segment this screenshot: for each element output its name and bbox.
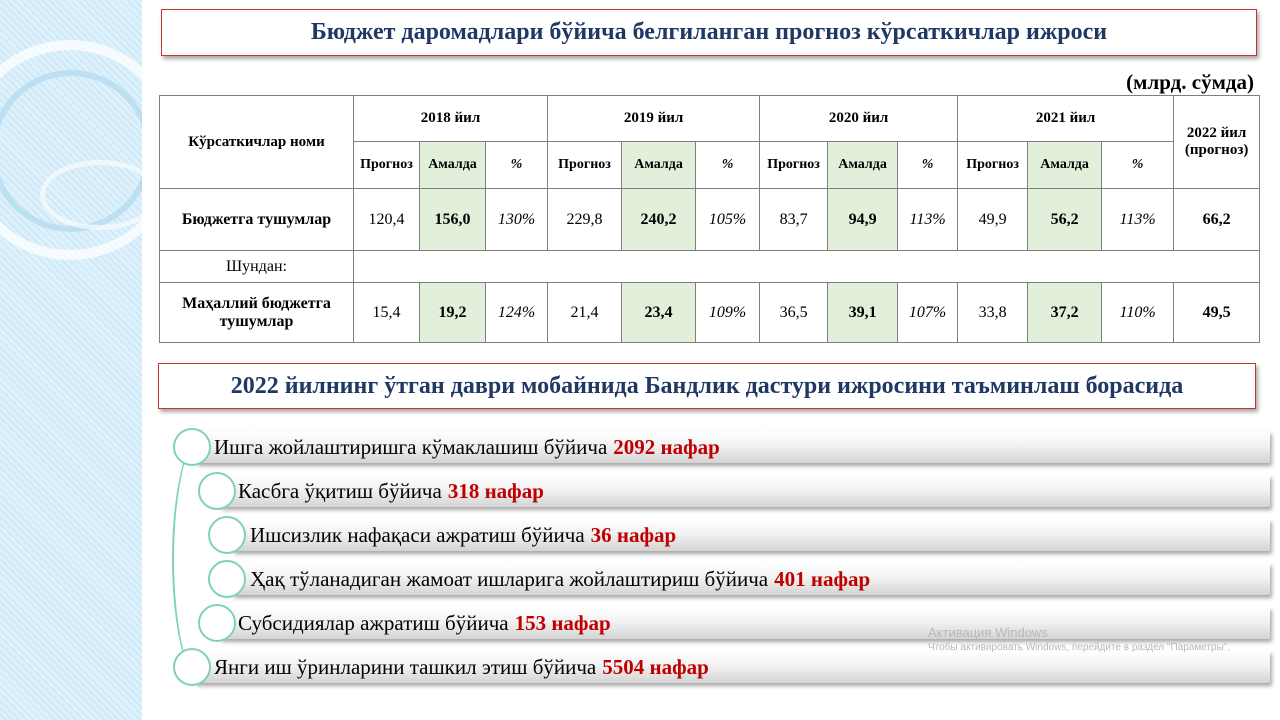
cell-forecast-2022: 66,2 [1174, 189, 1260, 251]
cell-forecast: 36,5 [760, 283, 828, 343]
item-value: 5504 нафар [602, 654, 709, 679]
item-text: Ишсизлик нафақаси ажратиш бўйича [250, 522, 585, 547]
of-which-label: Шундан: [160, 251, 354, 283]
circle-bullet-icon [198, 604, 236, 642]
unit-label: (млрд. сўмда) [1126, 70, 1254, 94]
decorative-side-panel [0, 0, 142, 720]
cell-percent: 105% [696, 189, 760, 251]
circle-bullet-icon [198, 472, 236, 510]
forecast-2022-header: 2022 йил (прогноз) [1174, 96, 1260, 189]
employment-section-title: 2022 йилнинг ўтган даври мобайнида Бандлик дастури ижросини таъминлаш борасида [158, 363, 1256, 409]
cell-actual: 56,2 [1028, 189, 1102, 251]
budget-section-title: Бюджет даромадлари бўйича белгиланган прогноз кўрсаткичлар ижроси [161, 9, 1257, 56]
cell-actual: 240,2 [622, 189, 696, 251]
year-header-2019: 2019 йил [548, 96, 760, 142]
cell-percent: 113% [898, 189, 958, 251]
year-header-2018: 2018 йил [354, 96, 548, 142]
item-value: 36 нафар [590, 522, 677, 547]
list-item [220, 475, 1270, 507]
circle-bullet-icon [173, 428, 211, 466]
item-text: Ишга жойлаштиришга кўмаклашиш бўйича [214, 434, 608, 459]
item-value: 401 нафар [774, 566, 871, 591]
cell-percent: 107% [898, 283, 958, 343]
watermark-subtitle: Чтобы активировать Windows, перейдите в раздел "Параметры". [928, 642, 1231, 653]
subheader-actual: Амалда [420, 142, 486, 189]
item-text: Ҳақ тўланадиган жамоат ишларига жойлаштириш бўйича [250, 566, 769, 591]
year-header-2020: 2020 йил [760, 96, 958, 142]
subheader-percent: % [1102, 142, 1174, 189]
cell-percent: 124% [486, 283, 548, 343]
item-text: Янги иш ўринларини ташкил этиш бўйича [214, 654, 597, 679]
cell-actual: 19,2 [420, 283, 486, 343]
cell-forecast: 83,7 [760, 189, 828, 251]
cell-forecast-2022: 49,5 [1174, 283, 1260, 343]
cell-forecast: 229,8 [548, 189, 622, 251]
subheader-percent: % [898, 142, 958, 189]
empty-row [354, 251, 1260, 283]
cell-percent: 113% [1102, 189, 1174, 251]
subheader-percent: % [696, 142, 760, 189]
item-text: Касбга ўқитиш бўйича [238, 478, 442, 503]
subheader-actual: Амалда [1028, 142, 1102, 189]
cell-actual: 156,0 [420, 189, 486, 251]
list-item [232, 563, 1270, 595]
item-value: 318 нафар [447, 478, 544, 503]
subheader-percent: % [486, 142, 548, 189]
cell-actual: 94,9 [828, 189, 898, 251]
list-item [196, 431, 1270, 463]
row-label-revenues: Бюджетга тушумлар [160, 189, 354, 251]
cell-percent: 109% [696, 283, 760, 343]
cell-actual: 23,4 [622, 283, 696, 343]
cell-forecast: 15,4 [354, 283, 420, 343]
list-item [232, 519, 1270, 551]
circle-bullet-icon [173, 648, 211, 686]
windows-activation-watermark [928, 625, 1230, 653]
subheader-forecast: Прогноз [354, 142, 420, 189]
subheader-forecast: Прогноз [548, 142, 622, 189]
cell-forecast: 120,4 [354, 189, 420, 251]
item-value: 2092 нафар [613, 434, 720, 459]
subheader-forecast: Прогноз [760, 142, 828, 189]
subheader-actual: Амалда [828, 142, 898, 189]
year-header-2021: 2021 йил [958, 96, 1174, 142]
cell-forecast: 33,8 [958, 283, 1028, 343]
indicator-header: Кўрсаткичлар номи [160, 96, 354, 189]
cell-actual: 39,1 [828, 283, 898, 343]
watermark-title: Активация Windows [928, 625, 1048, 640]
cell-actual: 37,2 [1028, 283, 1102, 343]
cell-percent: 110% [1102, 283, 1174, 343]
list-item [196, 651, 1270, 683]
item-text: Субсидиялар ажратиш бўйича [238, 610, 509, 635]
cell-forecast: 21,4 [548, 283, 622, 343]
circle-bullet-icon [208, 516, 246, 554]
circle-bullet-icon [208, 560, 246, 598]
budget-table [159, 95, 1260, 343]
item-value: 153 нафар [514, 610, 611, 635]
row-label-local: Маҳаллий бюджетга тушумлар [160, 283, 354, 343]
subheader-forecast: Прогноз [958, 142, 1028, 189]
subheader-actual: Амалда [622, 142, 696, 189]
cell-percent: 130% [486, 189, 548, 251]
cell-forecast: 49,9 [958, 189, 1028, 251]
